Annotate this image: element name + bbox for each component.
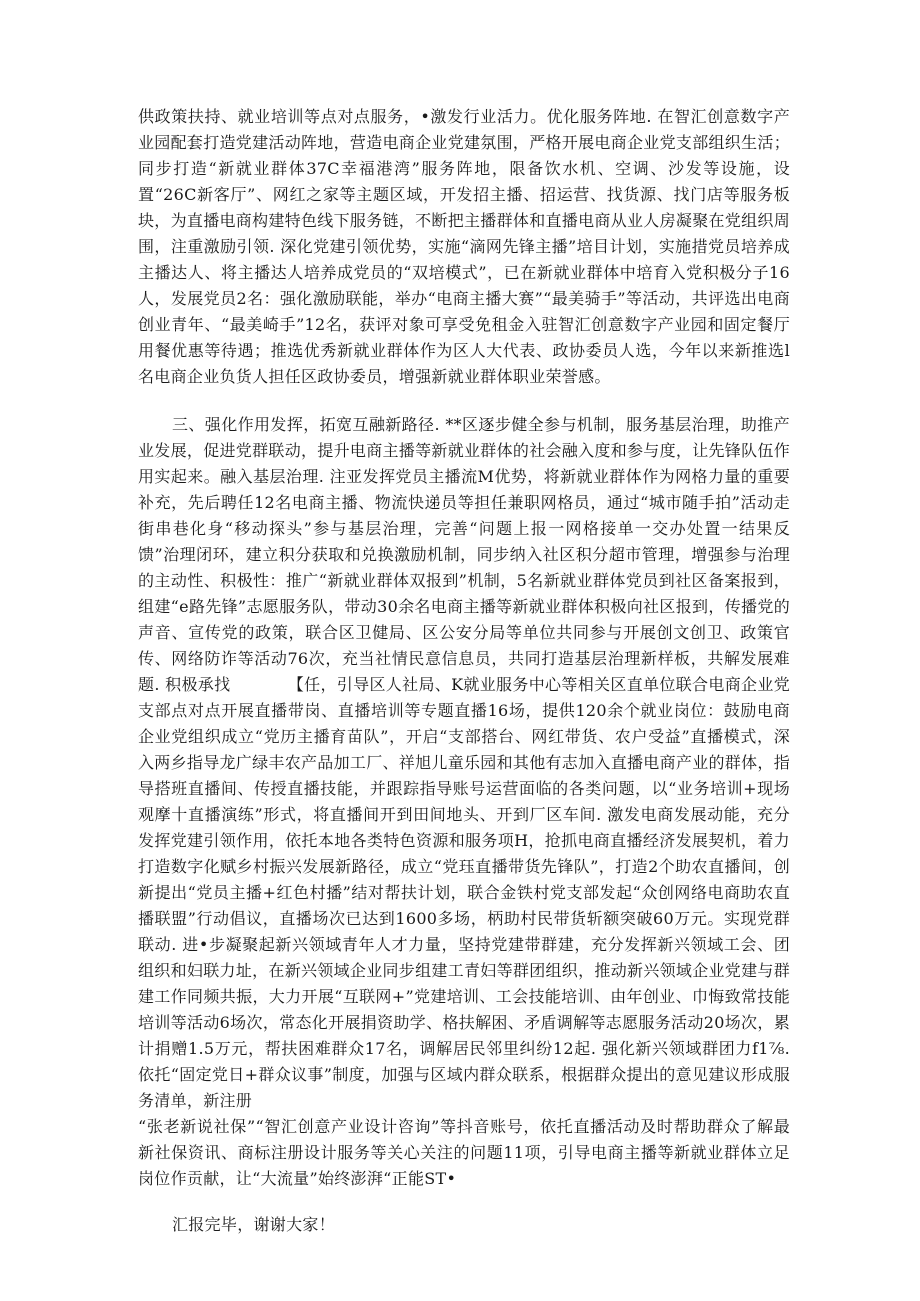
paragraph-support-policy: 供政策扶持、就业培训等点对点服务，•激发行业活力。优化服务阵地. 在智汇创意数字产业园配套打造党建活动阵地，营造电商企业党建氛围，严格开展电商企业党支部组织生活；同步打造“新就业群体37C幸福港湾”服务阵地，限备饮水机、空调、沙发等设施，设置“26C新客厅”、网红之家等主题区域，开发招主播、招运营、找货源、找门店等服务板块，为直播电商构建特色线下服务链，不断把主播群体和直播电商从业人房凝聚在党组织周围，注重激励引领. 深化党建引领优势，实施“滴网先锋主播”培目计划，实施措党员培养成主播达人、将主播达人培养成党员的“双培模式”，已在新就业群体中培育入党积极分子16人，发展党员2名：强化激励联能，举办“电商主播大赛”“最美骑手”等活动，共评选出电商创业青年、“最美崎手”12名，获评对象可享受免租金入驻智汇创意数字产业园和固定餐厅用餐优惠等待遇；推选优秀新就业群体作为区人大代表、政协委员人选，今年以来新推选l名电商企业负货人担任区政协委员，增强新就业群体职业荣誉感。 — [138, 107, 791, 386]
document-page — [138, 104, 790, 1238]
paragraph-section-three: 三、强化作用发挥，拓宽互融新路径. **区逐步健全参与机制，服务基层治理，助推产业发展，促进党群联动，提升电商主播等新就业群体的社会融入度和参与度，让先锋队伍作用实起来。融入基层治理. 注亚发挥党员主播流M优势，将新就业群体作为网格力量的重要补充，先后聘任12名电商主播、物流快递员等担任兼职网格员，通过“城市随手拍”活动走街串巷化身“移动探头”参与基层治理，完善“问题上报一网格接单一交办处置一结果反馈”治理闭环，建立积分获取和兑换激励机制，同步纳入社区积分超市管理，增强参与治理的主动性、积极性：推广“新就业群体双报到”机制，5名新就业群体党员到社区备案报到，组建“e路先锋”志愿服务队，带动30余名电商主播等新就业群体积极向社区报到，传播党的声音、宣传党的政策，联合区卫健局、区公安分局等单位共同参与开展创文创卫、政策官传、网络防诈等活动76次，充当社情民意信息员，共同打造基层治理新样板，共解发展难题. 积极承找 【任，引导区人社局、K就业服务中心等相关区直单位联合电商企业党支部点对点开展直播带岗、直播培训等专题直播16场，提供120余个就业岗位：鼓励电商企业党组织成立“党历主播育苗队”，开启“支部搭台、网红带货、农户受益”直播模式，深入两乡指导龙广绿丰农产品加工厂、祥旭儿童乐园和其他有志加入直播电商产业的群体，指导搭班直播间、传授直播技能，并跟踪指导账号运营面临的各类问题，以“业务培训+现场观摩十直播演练”形式，将直播间开到田间地头、开到厂区车间. 激发电商发展动能，充分发挥党建引领作用，依托本地各类特色资源和服务项H，抢抓电商直播经济发展契机，着力打造数字化赋乡村振兴发展新路径，成立“党珏直播带货先锋队”，打造2个助农直播间，创新提出“党员主播+红色村播”结对帮扶计划，联合金铁村党支部发起“众创网络电商助农直播联盟”行动倡议，直播场次已达到1600多场，柄助村民带货斩额突破60万元。实现党群联动. 进•步凝聚起新兴领域青年人才力量，坚持党建带群建，充分发挥新兴领域工会、团组织和妇联力址，在新兴领域企业同步组建工青妇等群团组织，推动新兴领域企业党建与群建工作同频共振，大力开展“互联网+”党建培训、工会技能培训、由年创业、巾悔致常技能培训等活动6场次，常态化开展捐资助学、格扶解困、矛盾调解等志愿服务活动20场次，累计捐赠1.5万元，帮扶困难群众17名，调解居民邻里纠纷12起. 强化新兴领域群团力f1⅞. 依托“固定党日+群众议事”制度，加强与区域内群众联系，根据群众提出的意见建议形成服务清单，新注册 — [138, 415, 791, 1110]
paragraph-douyin-accounts: “张老新说社保”“智汇创意产业设计咨询”等抖音账号，依托直播活动及时帮助群众了解最新社保资讯、商标注册设计服务等关心关注的问题11项，引导电商主播等新就业群体立足岗位作贡献，让“大流量”始终澎湃“正能ST• — [138, 1117, 790, 1188]
closing-remark: 汇报完毕，谢谢大家！ — [172, 1215, 336, 1234]
